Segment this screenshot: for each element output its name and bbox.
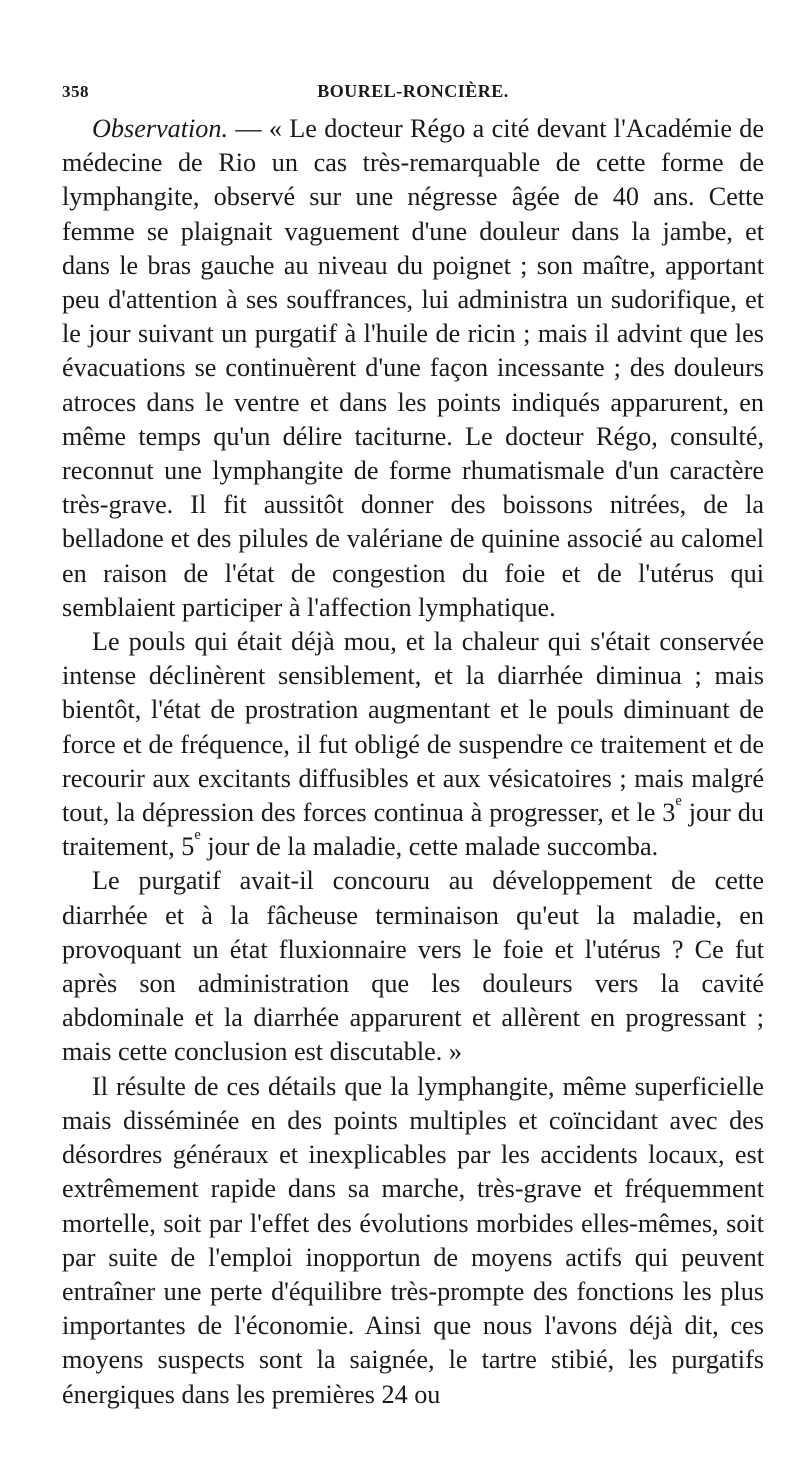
paragraph-text: Le purgatif avait-il concouru au développement de cette diarrhée et à la fâcheuse terminaison qu'eut la maladie, en provoquant un état fluxionnaire vers le foie et l'utérus ? Ce fut après son administration que les douleurs vers la cavité abdominale et la diarrhée apparurent et allèrent en progressant ; mais cette conclusion est discutable. »: [62, 866, 764, 1067]
paragraph-text: — « Le docteur Régo a cité devant l'Académie de médecine de Rio un cas très-remarquable de cette forme de lymphangite, observé sur une négresse âgée de 40 ans. Cette femme se plaignait vaguement d'une douleur dans la jambe, et dans le bras gauche au niveau du poignet ; son maître, apportant peu d'attention à ses souffrances, lui administra un sudorifique, et le jour suivant un purgatif à l'huile de ricin ; mais il advint que les évacuations se continuèrent d'une façon incessante ; des douleurs atroces dans le ventre et dans les points indiqués apparurent, en même temps qu'un délire taciturne. Le docteur Régo, consulté, reconnut une lymphangite de forme rhumatismale d'un caractère très-grave. Il fit aussitôt donner des boissons nitrées, de la belladone et des pilules de valériane de quinine associé au calomel en raison de l'état de congestion du foie et de l'utérus qui semblaient participer à l'affection lymphatique.: [62, 114, 764, 622]
book-page: [62, 78, 764, 1412]
paragraph-observation: [62, 112, 764, 625]
paragraph-text: Le pouls qui était déjà mou, et la chaleur qui s'était conservée intense déclinèrent sensiblement, et la diarrhée diminua ; mais bientôt, l'état de prostration augmentant et le pouls diminuant de force et de fréquence, il fut obligé de suspendre ce traitement et de recourir aux excitants diffusibles et aux vésicatoires ; mais malgré tout, la dépression des forces continua à progresser, et le 3: [62, 627, 764, 828]
paragraph-conclusion: [62, 1070, 764, 1412]
paragraph-purgative: [62, 864, 764, 1069]
ordinal-superscript: e: [194, 827, 201, 844]
page-header: [62, 78, 764, 112]
paragraph-text: jour du traitement, 5: [62, 798, 764, 862]
paragraph-text: Il résulte de ces détails que la lymphangite, même superficielle mais disséminée en des points multiples et coïncidant avec des désordres généraux et inexplicables par les accidents locaux, est extrêmement rapide dans sa marche, très-grave et fréquemment mortelle, soit par l'effet des évolutions morbides elles-mêmes, soit par suite de l'emploi inopportun de moyens actifs qui peuvent entraîner une perte d'équilibre très-prompte des fonctions les plus importantes de l'économie. Ainsi que nous l'avons déjà dit, ces moyens suspects sont la saignée, le tartre stibié, les purgatifs énergiques dans les premières 24 ou: [62, 1071, 764, 1409]
page-number: 358: [62, 82, 89, 101]
body-text: [62, 112, 764, 1412]
ordinal-superscript: e: [675, 792, 682, 809]
paragraph-text: jour de la maladie, cette malade succomba.: [200, 832, 659, 862]
running-head: BOUREL-RONCIÈRE.: [317, 81, 509, 101]
observation-heading: Observation.: [92, 114, 229, 143]
paragraph-pulse: [62, 625, 764, 864]
